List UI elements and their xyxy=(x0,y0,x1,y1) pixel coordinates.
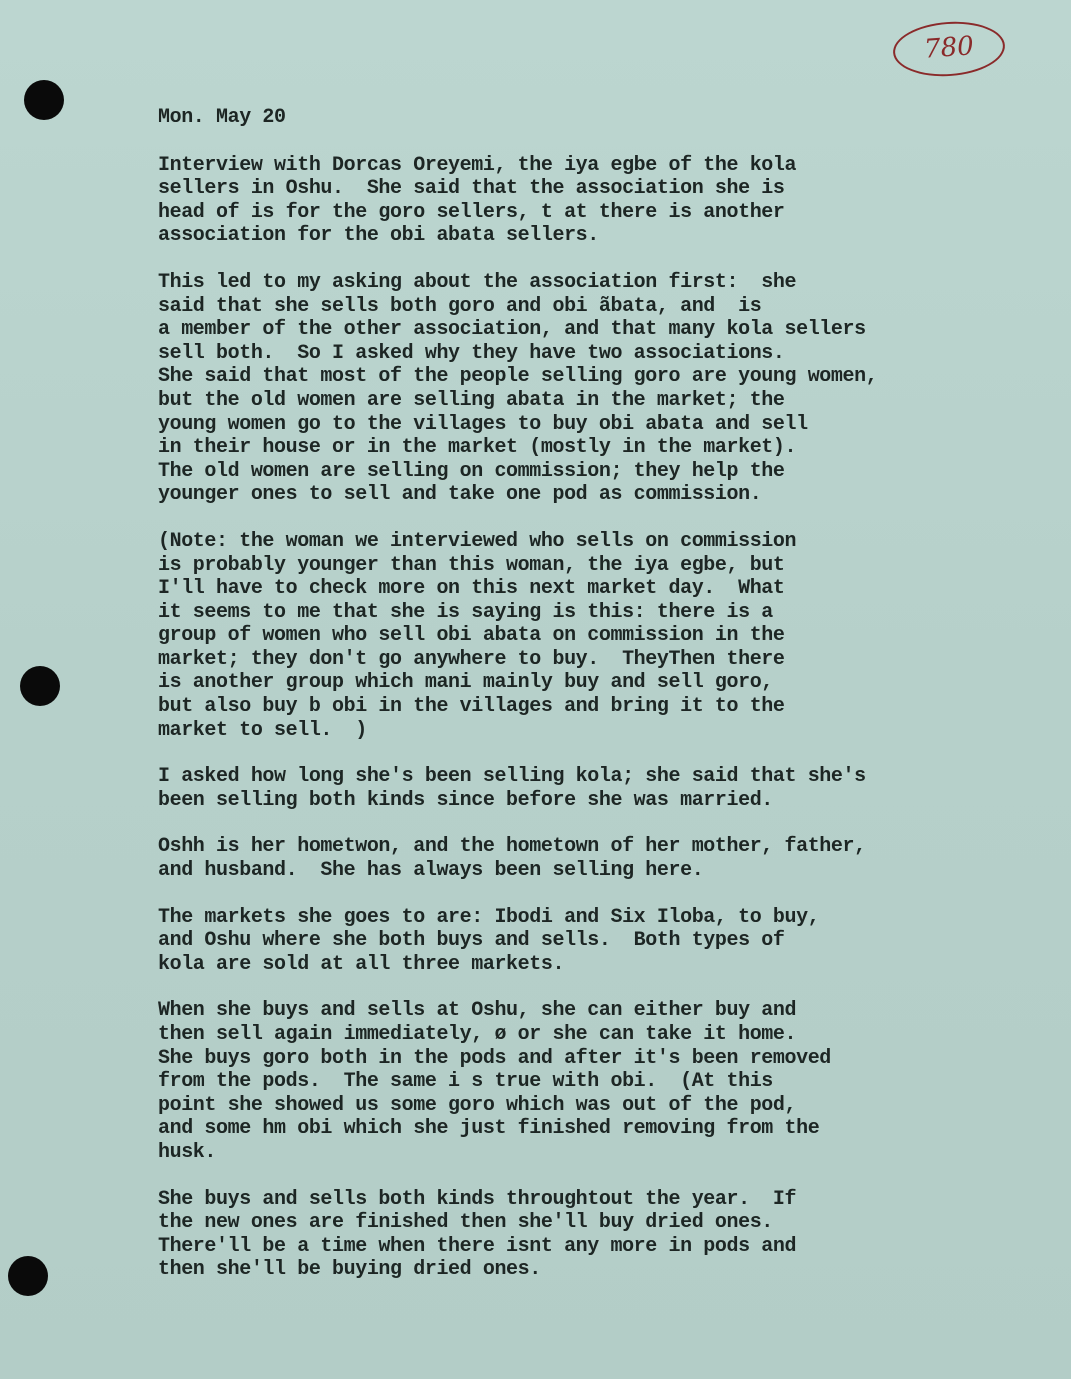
punch-hole-top xyxy=(24,80,64,120)
text-line: but also buy b obi in the villages and bring it to the xyxy=(158,695,785,719)
page-number-stamp xyxy=(891,18,1006,80)
text-line: point she showed us some goro which was out of the pod, xyxy=(158,1093,797,1117)
paragraph xyxy=(158,1188,1038,1282)
paragraph xyxy=(158,154,1038,248)
typed-text xyxy=(158,106,1038,1305)
text-line: then sell again immediately, ø or she can take it home. xyxy=(158,1023,797,1046)
text-line: head of is for the goro sellers, t at there is another xyxy=(158,200,785,224)
paragraph xyxy=(158,765,1038,812)
text-line: young women go to the villages to buy obi abata and sell xyxy=(158,412,808,436)
paragraph xyxy=(158,906,1038,977)
text-line: been selling both kinds since before she was married. xyxy=(158,788,773,812)
paragraph xyxy=(158,530,1038,742)
text-line: kola are sold at all three markets. xyxy=(158,952,565,976)
text-line: a member of the other association, and that many kola sellers xyxy=(158,318,866,342)
text-line: sell both. So I asked why they have two associations. xyxy=(158,341,785,365)
text-line: it seems to me that she is saying is this: there is a xyxy=(158,600,773,624)
text-line: Oshh is her hometwon, and the hometown of her mother, father, xyxy=(158,835,866,859)
paragraph xyxy=(158,271,1038,507)
text-line: I'll have to check more on this next market day. What xyxy=(158,577,785,601)
text-line: younger ones to sell and take one pod as commission. xyxy=(158,483,762,507)
text-line: sellers in Oshu. She said that the association she is xyxy=(158,177,785,201)
text-line: from the pods. The same i s true with obi. (At this xyxy=(158,1070,773,1094)
text-line: There'll be a time when there isnt any more in pods and xyxy=(158,1234,797,1258)
text-line: but the old women are selling abata in the market; the xyxy=(158,388,785,412)
entry-date: Mon. May 20 xyxy=(158,106,286,129)
text-line: husk. xyxy=(158,1140,217,1164)
text-line: (Note: the woman we interviewed who sells on commission xyxy=(158,529,797,553)
text-line: She said that most of the people selling goro are young women, xyxy=(158,365,878,389)
text-line: market; they don't go anywhere to buy. TheyThen there xyxy=(158,647,785,671)
paragraph-container xyxy=(158,154,1038,1282)
text-line: said that she sells both goro and obi ãbata, and is xyxy=(158,294,762,318)
text-line: When she buys and sells at Oshu, she can either buy and xyxy=(158,999,797,1023)
text-line: The old women are selling on commission; they help the xyxy=(158,459,785,483)
page-number: 780 xyxy=(923,31,975,65)
text-line: This led to my asking about the association first: she xyxy=(158,270,797,294)
text-line: The markets she goes to are: Ibodi and Six Iloba, to buy, xyxy=(158,905,820,929)
paragraph xyxy=(158,999,1038,1164)
text-line: She buys and sells both kinds throughtout the year. If xyxy=(158,1187,797,1211)
text-line: market to sell. ) xyxy=(158,718,367,742)
text-line: group of women who sell obi abata on commission in the xyxy=(158,624,785,648)
punch-hole-middle xyxy=(20,666,60,706)
text-line: and husband. She has always been selling here. xyxy=(158,859,704,883)
text-line: is probably younger than this woman, the iya egbe, but xyxy=(158,553,785,577)
text-line: the new ones are finished then she'll buy dried ones. xyxy=(158,1211,773,1235)
text-line: She buys goro both in the pods and after it's been removed xyxy=(158,1046,831,1070)
text-line: Interview with Dorcas Oreyemi, the iya egbe of the kola xyxy=(158,153,797,177)
text-line: I asked how long she's been selling kola; she said that she's xyxy=(158,765,866,789)
text-line: and Oshu where she both buys and sells. Both types of xyxy=(158,929,785,953)
text-line: in their house or in the market (mostly in the market). xyxy=(158,436,797,460)
text-line: then she'll be buying dried ones. xyxy=(158,1258,541,1282)
text-line: and some hm obi which she just finished removing from the xyxy=(158,1117,820,1141)
text-line: is another group which mani mainly buy and sell goro, xyxy=(158,671,773,695)
punch-hole-bottom xyxy=(8,1256,48,1296)
text-line: association for the obi abata sellers. xyxy=(158,224,599,248)
paragraph xyxy=(158,835,1038,882)
